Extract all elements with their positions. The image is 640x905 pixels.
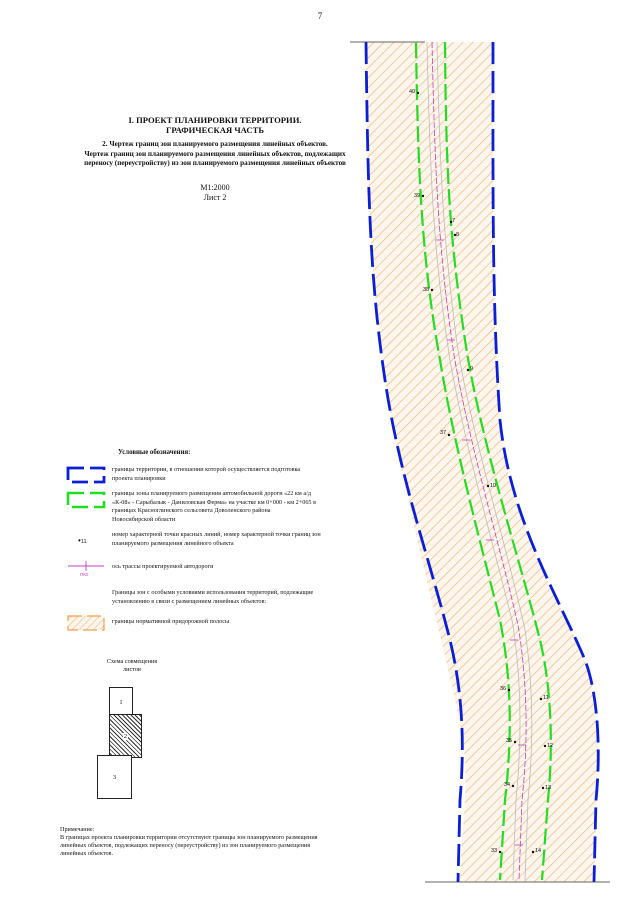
legend-title: Условные обозначения: (118, 449, 191, 456)
legend-point-number: 11 (80, 539, 87, 545)
legend-text: номер характерной точки красных линий, номер характерной точки границ зон (112, 531, 321, 538)
note-text: В границах проекта планировки территории отсутствуют границы зон планируемого размещения (60, 834, 318, 841)
point-label: 38 (423, 287, 430, 293)
note-title: Примечание: (60, 826, 95, 833)
point-label: 14 (535, 848, 542, 854)
legend-item-axis (112, 563, 402, 572)
scheme-title-line: Схема совмещения (106, 658, 158, 665)
legend-item-roadside (112, 618, 402, 627)
scale-label: М1:2000 (200, 182, 230, 192)
subtitle-line-2: Чертеж границ зон планируемого размещения линейных объектов, подлежащих (84, 149, 346, 158)
legend-text: Границы зон с особыми условиями использования территорий, подлежащие (112, 589, 314, 596)
legend-item-points (112, 531, 402, 548)
legend-point-sample: •11 (78, 536, 87, 545)
legend-text: проекта планировки (112, 474, 166, 482)
legend-swatch-green (66, 491, 106, 511)
point-label: 9 (470, 366, 474, 372)
legend-picket-label: ПК0 (80, 572, 89, 577)
page-number: 7 (317, 11, 323, 21)
scheme-title (92, 658, 172, 674)
scheme-sheet-3: 3 (97, 755, 132, 799)
point-label: 33 (491, 848, 498, 854)
title-line-1: I. ПРОЕКТ ПЛАНИРОВКИ ТЕРРИТОРИИ. (128, 115, 302, 125)
subtitle-line-3: переносу (переустройству) из зон планируемого размещения линейных объектов (84, 159, 346, 167)
point-label: 36 (500, 686, 507, 692)
point-label: 7 (452, 218, 456, 224)
legend-text: ось трассы проектируемой автодороги (112, 563, 214, 570)
legend-text: границы нормативной придорожной полосы (112, 618, 230, 625)
sheet-label: Лист 2 (203, 192, 227, 202)
legend-text: планируемого размещения линейного объекта (112, 539, 234, 547)
scheme-sheet-1: 1 (109, 687, 133, 717)
point-label: 10 (490, 483, 497, 489)
note-block (60, 826, 400, 858)
point-label: 34 (504, 782, 511, 788)
point-label: 40 (409, 89, 416, 95)
legend-swatch-roadside (66, 614, 106, 634)
scheme-sheet-2-label: 2 (123, 732, 128, 740)
legend-text: Новосибирской области (112, 515, 176, 523)
point-label: 12 (547, 743, 554, 749)
subtitle-line-1: 2. Чертеж границ зон планируемого размещения линейных объектов. (102, 140, 328, 148)
legend-item-zone (112, 490, 402, 524)
legend-item-territory (112, 466, 402, 483)
point-label: 39 (414, 193, 421, 199)
scheme-sheet-2 (109, 714, 142, 758)
point-label: 11 (543, 695, 549, 701)
point-label: 37 (440, 430, 447, 436)
legend-text: установлению в связи с размещением линейных объектов: (112, 597, 267, 605)
point-label: 13 (545, 785, 552, 791)
note-text: линейных объектов, подлежащих переносу (переустройству) из зон планируемого размещения (60, 842, 311, 849)
point-label: 8 (456, 232, 460, 238)
scheme-title-line: листов (123, 666, 141, 673)
legend-text: границы зоны планируемого размещения автомобильной дороги «22 км а/д (112, 490, 311, 497)
legend-text: границах Красноглинского сельсовета Доволенского района (112, 507, 271, 514)
legend-swatch-blue (66, 466, 106, 486)
legend-item-special-zones (112, 589, 402, 606)
title-line-2: ГРАФИЧЕСКАЯ ЧАСТЬ (165, 125, 265, 135)
legend-text: «К-08» - Сарыбалык - Даниловская Ферма» на участке км 0+000 - км 2+065 в (112, 498, 316, 506)
note-text: линейных объектов. (60, 850, 114, 857)
point-label: 35 (506, 738, 513, 744)
legend-text: границы территории, в отношении которой осуществляется подготовка (112, 466, 301, 473)
